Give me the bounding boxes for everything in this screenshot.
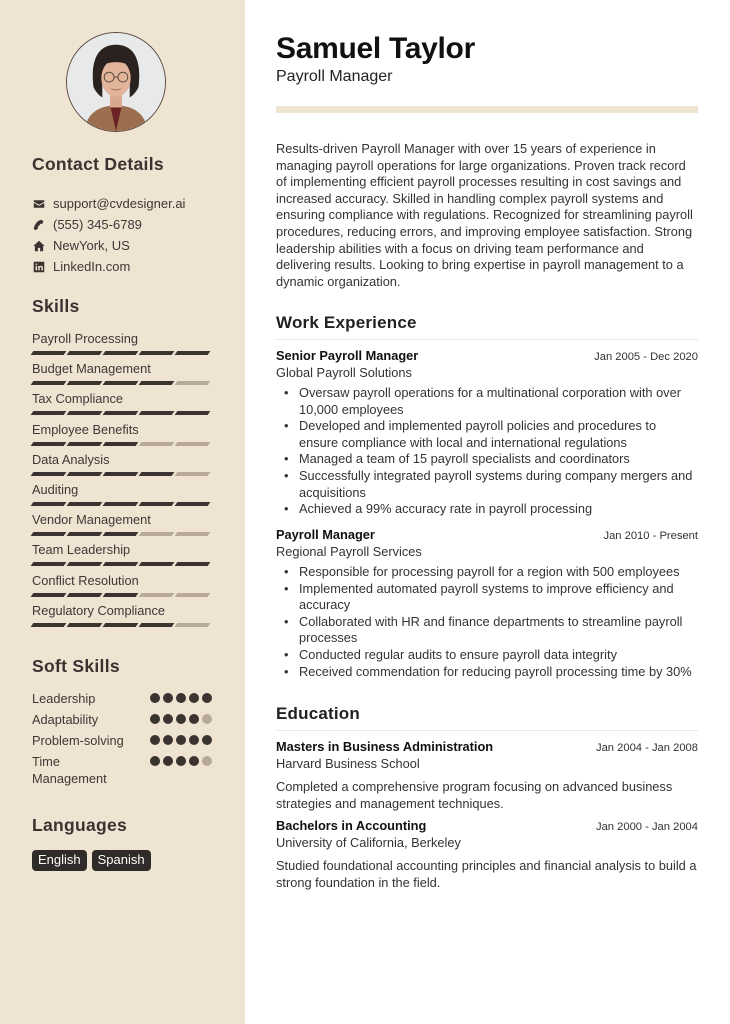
soft-skills-list	[32, 690, 212, 791]
contact-location-text: NewYork, US	[53, 238, 130, 253]
contact-location	[32, 235, 185, 256]
bullet-item: • Oversaw payroll operations for a multinational corporation with over 10,000 employees	[284, 385, 698, 418]
bullet-item: • Collaborated with HR and finance departments to streamline payroll processes	[284, 614, 698, 647]
skill-rating-bar	[32, 593, 212, 597]
skill-item	[32, 361, 212, 391]
skill-rating-bar	[32, 381, 212, 385]
skill-name: Tax Compliance	[32, 391, 124, 407]
contact-phone[interactable]	[32, 214, 185, 235]
soft-skill-rating	[150, 690, 212, 703]
soft-skill-item	[32, 753, 212, 787]
contact-phone-text: (555) 345-6789	[53, 217, 142, 232]
soft-skill-item	[32, 690, 212, 707]
work-role: Payroll Manager	[276, 527, 375, 542]
profile-photo	[66, 32, 166, 132]
skill-name: Data Analysis	[32, 451, 110, 467]
contact-linkedin[interactable]	[32, 256, 185, 277]
skill-name: Payroll Processing	[32, 331, 138, 346]
education-degree: Masters in Business Administration	[276, 739, 494, 754]
sidebar	[0, 0, 245, 1024]
education-description: Completed a comprehensive program focusing on advanced business strategies and management techniques.	[276, 779, 673, 811]
bullet-item: • Successfully integrated payroll systems during company mergers and acquisitions	[284, 468, 698, 501]
bullet-item: • Received commendation for reducing payroll processing time by 30%	[284, 664, 698, 681]
skill-item	[32, 452, 212, 482]
skill-rating-bar	[32, 623, 212, 627]
skill-item	[32, 331, 212, 361]
education-entry	[276, 739, 698, 812]
work-experience-heading: Work Experience	[276, 313, 698, 340]
soft-skill-name: Adaptability	[32, 712, 99, 727]
skill-rating-bar	[32, 442, 212, 446]
languages-list	[32, 850, 151, 871]
education-dates: Jan 2000 - Jan 2004	[595, 821, 698, 833]
envelope-icon	[32, 197, 45, 210]
education-entry	[276, 818, 698, 891]
soft-skill-rating	[150, 732, 212, 745]
language-badge: Spanish	[92, 850, 151, 871]
skills-list	[32, 331, 212, 633]
skill-rating-bar	[32, 562, 212, 566]
skill-name: Employee Benefits	[32, 421, 139, 437]
bullet-item: • Conducted regular audits to ensure payroll data integrity	[284, 647, 698, 664]
skill-rating-bar	[32, 532, 212, 536]
work-bullets	[276, 564, 698, 680]
soft-skill-item	[32, 732, 212, 749]
skill-name: Auditing	[32, 481, 79, 497]
skill-name: Budget Management	[32, 361, 151, 377]
soft-skill-name: Leadership	[32, 691, 96, 706]
contact-heading: Contact Details	[32, 154, 164, 174]
skill-name: Regulatory Compliance	[32, 602, 166, 618]
education-school: University of California, Berkeley	[276, 835, 461, 850]
phone-icon	[32, 218, 45, 231]
work-entry	[276, 348, 698, 518]
bullet-item: • Managed a team of 15 payroll specialists and coordinators	[284, 451, 698, 468]
education-school: Harvard Business School	[276, 756, 420, 771]
skill-item	[32, 482, 212, 512]
work-role: Senior Payroll Manager	[276, 348, 419, 363]
avatar-illustration	[67, 33, 165, 131]
skill-item	[32, 573, 212, 603]
education-degree: Bachelors in Accounting	[276, 818, 427, 833]
header-divider	[276, 106, 698, 113]
contact-linkedin-text: LinkedIn.com	[53, 259, 131, 274]
contact-email-text: support@cvdesigner.ai	[53, 196, 186, 211]
skill-name: Team Leadership	[32, 542, 131, 558]
profile-summary: Results-driven Payroll Manager with over 15 years of experience in managing payroll operations for large organizations. Proven track record of implementing efficient payroll processes resulting in cost savings and increased accuracy. Skilled in handling complex payroll systems and ensuring compliance with regulations. Recognized for streamlining payroll procedures, reducing errors, and improving employee satisfaction. Strong leadership abilities with a focus on driving team performance and delivering results. Looking to bring expertise in payroll management to a dynamic organization.	[276, 141, 693, 289]
linkedin-icon	[32, 260, 45, 273]
skill-item	[32, 512, 212, 542]
bullet-item: • Achieved a 99% accuracy rate in payroll processing	[284, 501, 698, 518]
skill-rating-bar	[32, 472, 212, 476]
soft-skill-rating	[150, 711, 212, 724]
work-company: Regional Payroll Services	[276, 544, 422, 559]
education-heading: Education	[276, 704, 698, 731]
skill-item	[32, 603, 212, 633]
soft-skill-rating	[150, 753, 212, 766]
skills-heading: Skills	[32, 296, 80, 316]
education-dates: Jan 2004 - Jan 2008	[595, 742, 698, 754]
language-badge: English	[32, 850, 87, 871]
soft-skill-name: Time Management	[32, 754, 107, 786]
work-dates: Jan 2005 - Dec 2020	[594, 351, 698, 363]
skill-name: Vendor Management	[32, 512, 151, 528]
work-entry	[276, 527, 698, 680]
skill-item	[32, 422, 212, 452]
skill-rating-bar	[32, 411, 212, 415]
bullet-item: • Implemented automated payroll systems to improve efficiency and accuracy	[284, 581, 698, 614]
soft-skill-name: Problem-solving	[32, 733, 124, 748]
skill-item	[32, 542, 212, 572]
home-icon	[32, 239, 45, 252]
skill-rating-bar	[32, 502, 212, 506]
soft-skill-item	[32, 711, 212, 728]
soft-skills-heading: Soft Skills	[32, 656, 120, 676]
bullet-item: • Responsible for processing payroll for a region with 500 employees	[284, 564, 698, 581]
contact-email[interactable]	[32, 193, 185, 214]
job-title: Payroll Manager	[276, 68, 393, 85]
skill-name: Conflict Resolution	[32, 572, 139, 588]
skill-rating-bar	[32, 351, 212, 355]
bullet-item: • Developed and implemented payroll policies and procedures to ensure compliance with local and international regulations	[284, 418, 698, 451]
work-company: Global Payroll Solutions	[276, 365, 412, 380]
work-dates: Jan 2010 - Present	[603, 530, 698, 542]
education-description: Studied foundational accounting principles and financial analysis to build a strong foundation in the field.	[276, 858, 697, 890]
skill-item	[32, 391, 212, 421]
languages-heading: Languages	[32, 815, 128, 835]
contact-list	[32, 193, 185, 277]
candidate-name: Samuel Taylor	[276, 32, 475, 65]
work-bullets	[276, 385, 698, 518]
